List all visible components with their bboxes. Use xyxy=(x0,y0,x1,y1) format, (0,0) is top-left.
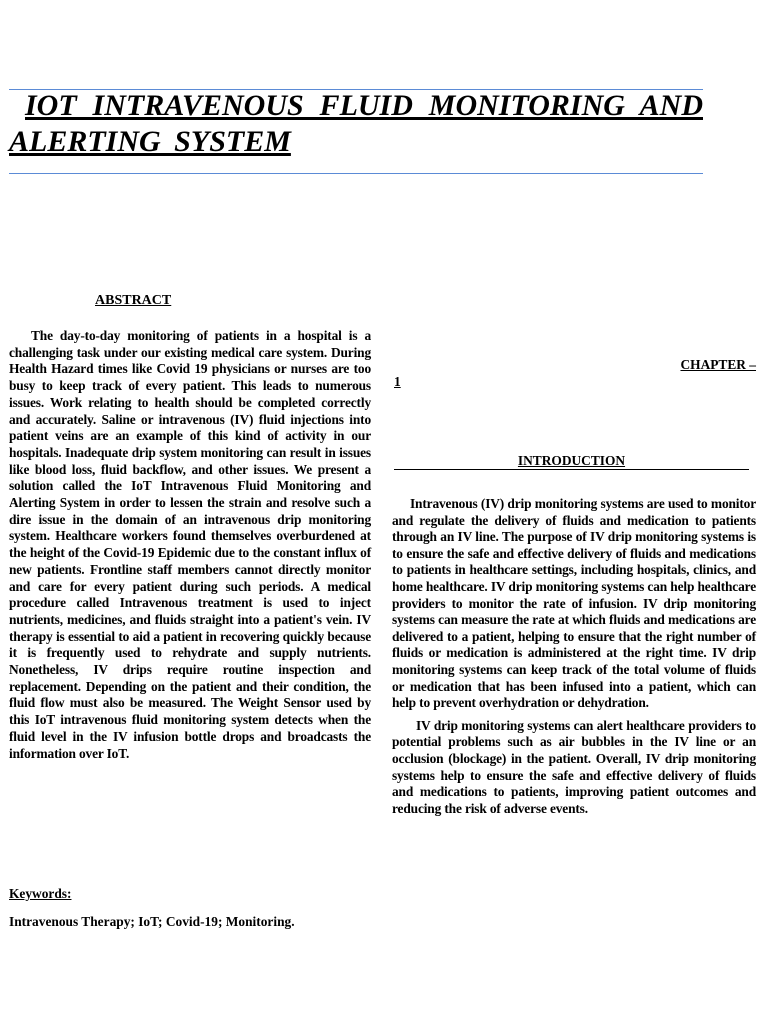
chapter-number: 1 xyxy=(394,373,401,389)
introduction-paragraph: Intravenous (IV) drip monitoring systems are used to monitor and regulate the delivery of fluids and medication to patients through an IV line. The purpose of IV drip monitoring systems is to ensure the safe and effective delivery of fluids and medications to patients in healthcare settings, including hospitals, clinics, and home healthcare. IV drip monitoring systems can help healthcare providers to monitor the rate of infusion. IV drip monitoring systems can measure the rate at which fluids and medications are delivered to a patient, helping to ensure that the right number of fluids or medication is administered at the right time. IV drip monitoring systems can keep track of the total volume of fluids or medication that has been infused into a patient, which can help to prevent overhydration or dehydration. xyxy=(392,496,756,711)
title-bottom-rule xyxy=(9,173,703,174)
keywords-body: Intravenous Therapy; IoT; Covid-19; Monitoring. xyxy=(9,914,295,929)
abstract-body: The day-to-day monitoring of patients in a hospital is a challenging task under our existing medical care system. During Health Hazard times like Covid 19 physicians or nurses are too busy to keep track of every patient. This leads to numerous issues. Work relating to health should be completed correctly and accurately. Saline or intravenous (IV) fluid injections into patient veins are an example of this kind of activity in our hospitals. Inadequate drip system monitoring can result in issues like blood loss, fluid backflow, and other issues. We present a solution called the IoT Intravenous Fluid Monitoring and Alerting System in order to lessen the strain and resolve such a dire issue in the domain of an intravenous drip monitoring system. Healthcare workers found themselves overburdened at the height of the Covid-19 Epidemic due to the constant influx of new patients. Frontline staff members cannot directly monitor and care for every patient during such periods. A medical procedure called Intravenous treatment is used to inject nutrients, medicines, and fluids straight into a patient's vein. IV therapy is essential to aid a patient in recovering quickly because it is frequently used to rehydrate and supply nutrients. Nonetheless, IV drips require routine inspection and replacement. Depending on the patient and their condition, the fluid flow must also be measured. The Weight Sensor used by this IoT intravenous fluid monitoring system detects when the fluid level in the IV infusion bottle drops and broadcasts the information over IoT. xyxy=(9,328,371,761)
abstract-heading: ABSTRACT xyxy=(95,293,172,308)
document-title-text: IOT INTRAVENOUS FLUID MONITORING AND ALERTING SYSTEM xyxy=(9,89,703,158)
introduction-body xyxy=(392,496,756,817)
chapter-heading xyxy=(394,357,756,390)
introduction-heading: INTRODUCTION xyxy=(394,453,749,470)
introduction-paragraph: IV drip monitoring systems can alert healthcare providers to potential problems such as air bubbles in the IV line or an occlusion (blockage) in the patient. Overall, IV drip monitoring systems help to ensure the safe and effective delivery of fluids and medications to patients, improving patient outcomes and reducing the risk of adverse events. xyxy=(392,717,756,816)
keywords-heading: Keywords: xyxy=(9,886,72,901)
chapter-label: CHAPTER – xyxy=(680,357,756,372)
document-title xyxy=(9,88,703,160)
